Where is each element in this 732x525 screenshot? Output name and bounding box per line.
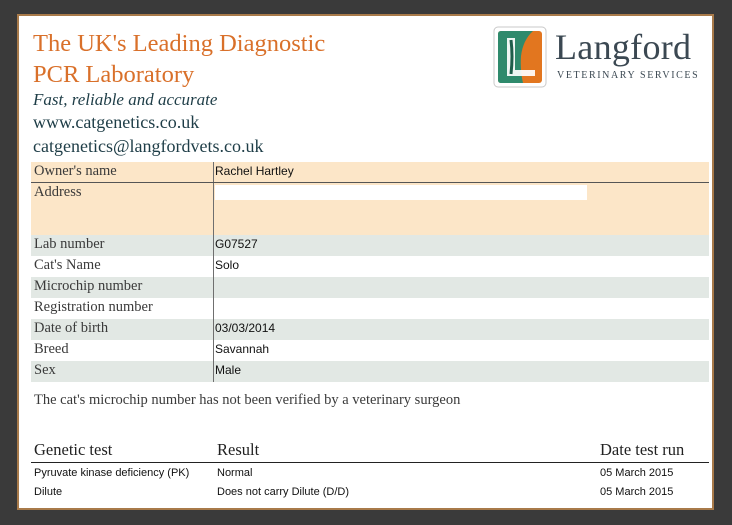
- lab-number-row: [31, 235, 709, 256]
- test-name: Pyruvate kinase deficiency (PK): [34, 467, 190, 479]
- test-date: 05 March 2015: [600, 467, 674, 479]
- cat-name-row: [31, 256, 709, 277]
- test-result: Normal: [217, 467, 253, 479]
- cat-name-value: Solo: [213, 256, 239, 277]
- address-field[interactable]: [215, 185, 587, 200]
- registration-label: Registration number: [34, 299, 153, 315]
- owner-label: Owner's name: [34, 163, 117, 179]
- patient-details-table: [31, 162, 709, 382]
- email-link[interactable]: catgenetics@langfordvets.co.uk: [33, 136, 264, 156]
- verification-note: The cat's microchip number has not been verified by a veterinary surgeon: [34, 392, 461, 408]
- address-label: Address: [34, 184, 82, 200]
- certificate-page: [17, 14, 714, 510]
- lab-number-label: Lab number: [34, 236, 105, 252]
- dob-value: 03/03/2014: [213, 319, 275, 340]
- test-name: Dilute: [34, 486, 63, 498]
- owner-value: Rachel Hartley: [213, 162, 294, 183]
- sex-label: Sex: [34, 362, 56, 378]
- microchip-value: [213, 277, 215, 298]
- results-header: [31, 440, 709, 463]
- logo-subtitle: VETERINARY SERVICES: [557, 70, 700, 81]
- sex-value: Male: [213, 361, 241, 382]
- page-title: [33, 28, 325, 90]
- logo-name: Langford: [555, 27, 692, 67]
- table-row: [31, 463, 709, 482]
- test-result: Does not carry Dilute (D/D): [217, 486, 350, 498]
- title-line-2: PCR Laboratory: [33, 61, 195, 88]
- website-link[interactable]: www.catgenetics.co.uk: [33, 112, 200, 132]
- breed-row: [31, 340, 709, 361]
- breed-value: Savannah: [213, 340, 269, 361]
- table-row: [31, 482, 709, 501]
- test-date: 05 March 2015: [600, 486, 674, 498]
- registration-value: [213, 298, 215, 319]
- microchip-row: [31, 277, 709, 298]
- breed-label: Breed: [34, 341, 69, 357]
- dob-label: Date of birth: [34, 320, 109, 336]
- sex-row: [31, 361, 709, 382]
- owner-row: [31, 162, 709, 183]
- title-line-1: The UK's Leading Diagnostic: [33, 30, 326, 57]
- header-genetic-test: Genetic test: [34, 440, 113, 459]
- microchip-label: Microchip number: [34, 278, 143, 294]
- langford-logo: [493, 26, 703, 90]
- langford-logo-mark-icon: [493, 26, 547, 88]
- lab-number-value: G07527: [213, 235, 258, 256]
- results-table: [31, 440, 709, 501]
- registration-row: [31, 298, 709, 319]
- header-result: Result: [217, 440, 260, 459]
- tagline: Fast, reliable and accurate: [33, 90, 218, 109]
- address-row: [31, 183, 709, 235]
- dob-row: [31, 319, 709, 340]
- cat-name-label: Cat's Name: [34, 257, 101, 273]
- header-date: Date test run: [600, 440, 685, 459]
